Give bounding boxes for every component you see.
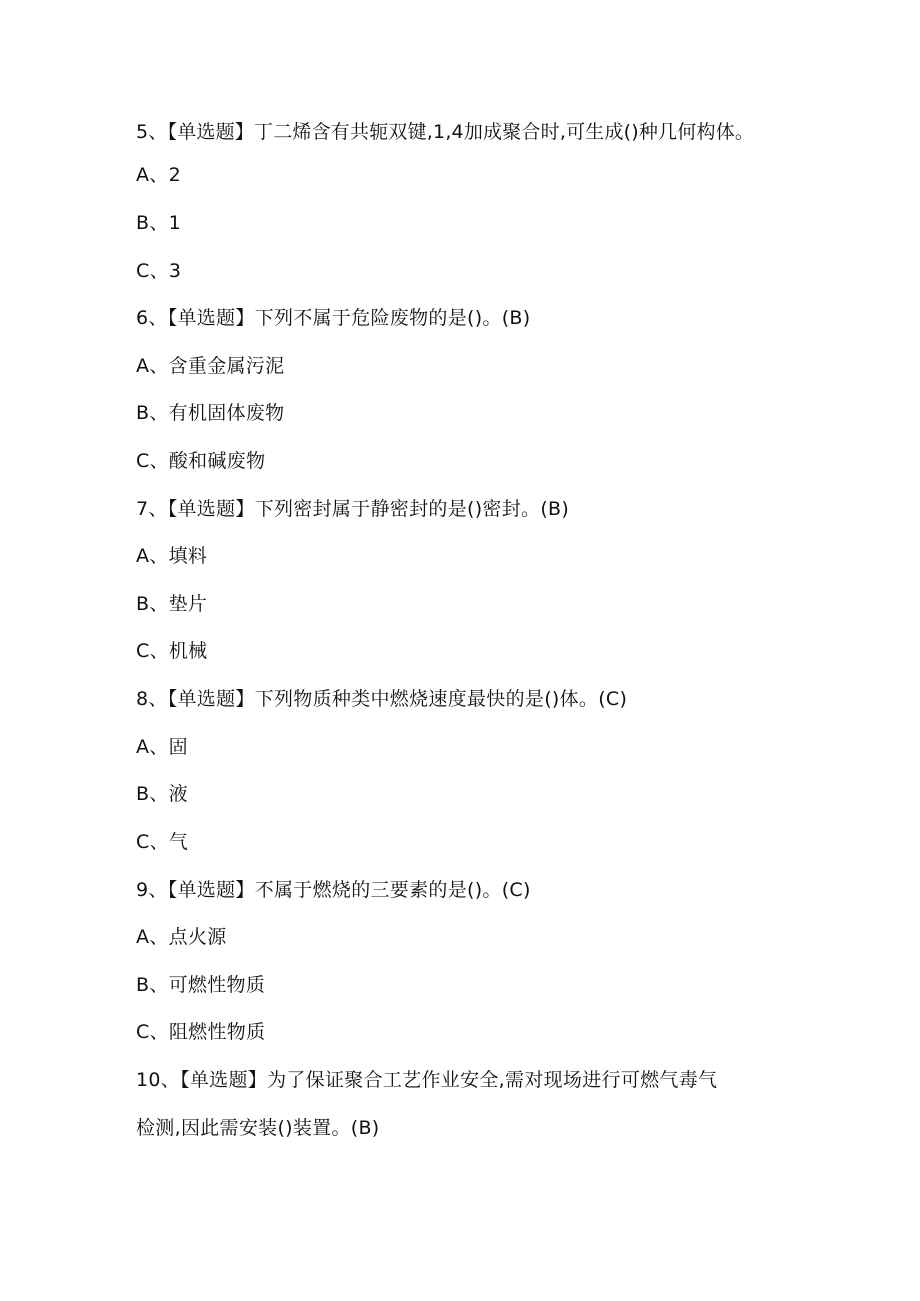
question-9-option-b: B、可燃性物质: [136, 974, 266, 996]
question-7-option-c: C、机械: [136, 640, 208, 662]
question-9-option-c: C、阻燃性物质: [136, 1021, 266, 1043]
question-7-option-b: B、垫片: [136, 593, 208, 615]
question-6-option-c: C、酸和碱废物: [136, 450, 266, 472]
question-8-option-a: A、固: [136, 736, 188, 758]
question-6-option-b: B、有机固体废物: [136, 402, 285, 424]
question-9-option-a: A、点火源: [136, 926, 227, 948]
question-7-option-a: A、填料: [136, 545, 208, 567]
question-8-option-b: B、液: [136, 783, 188, 805]
question-8-stem: 8、【单选题】下列物质种类中燃烧速度最快的是()体。(C): [136, 688, 628, 710]
question-6-stem: 6、【单选题】下列不属于危险废物的是()。(B): [136, 307, 531, 329]
question-6-option-a: A、含重金属污泥: [136, 355, 285, 377]
question-10-stem-line-1: 10、【单选题】为了保证聚合工艺作业安全,需对现场进行可燃气毒气: [136, 1069, 718, 1091]
question-5-option-a: A、2: [136, 164, 181, 186]
question-7-stem: 7、【单选题】下列密封属于静密封的是()密封。(B): [136, 498, 570, 520]
question-8-option-c: C、气: [136, 831, 189, 853]
question-9-stem: 9、【单选题】不属于燃烧的三要素的是()。(C): [136, 879, 531, 901]
question-10-stem-line-2: 检测,因此需安装()装置。(B): [136, 1117, 380, 1139]
question-5-stem: 5、【单选题】丁二烯含有共轭双键,1,4加成聚合时,可生成()种几何构体。: [136, 121, 755, 143]
question-5-option-c: C、3: [136, 260, 182, 282]
question-5-option-b: B、1: [136, 212, 182, 234]
